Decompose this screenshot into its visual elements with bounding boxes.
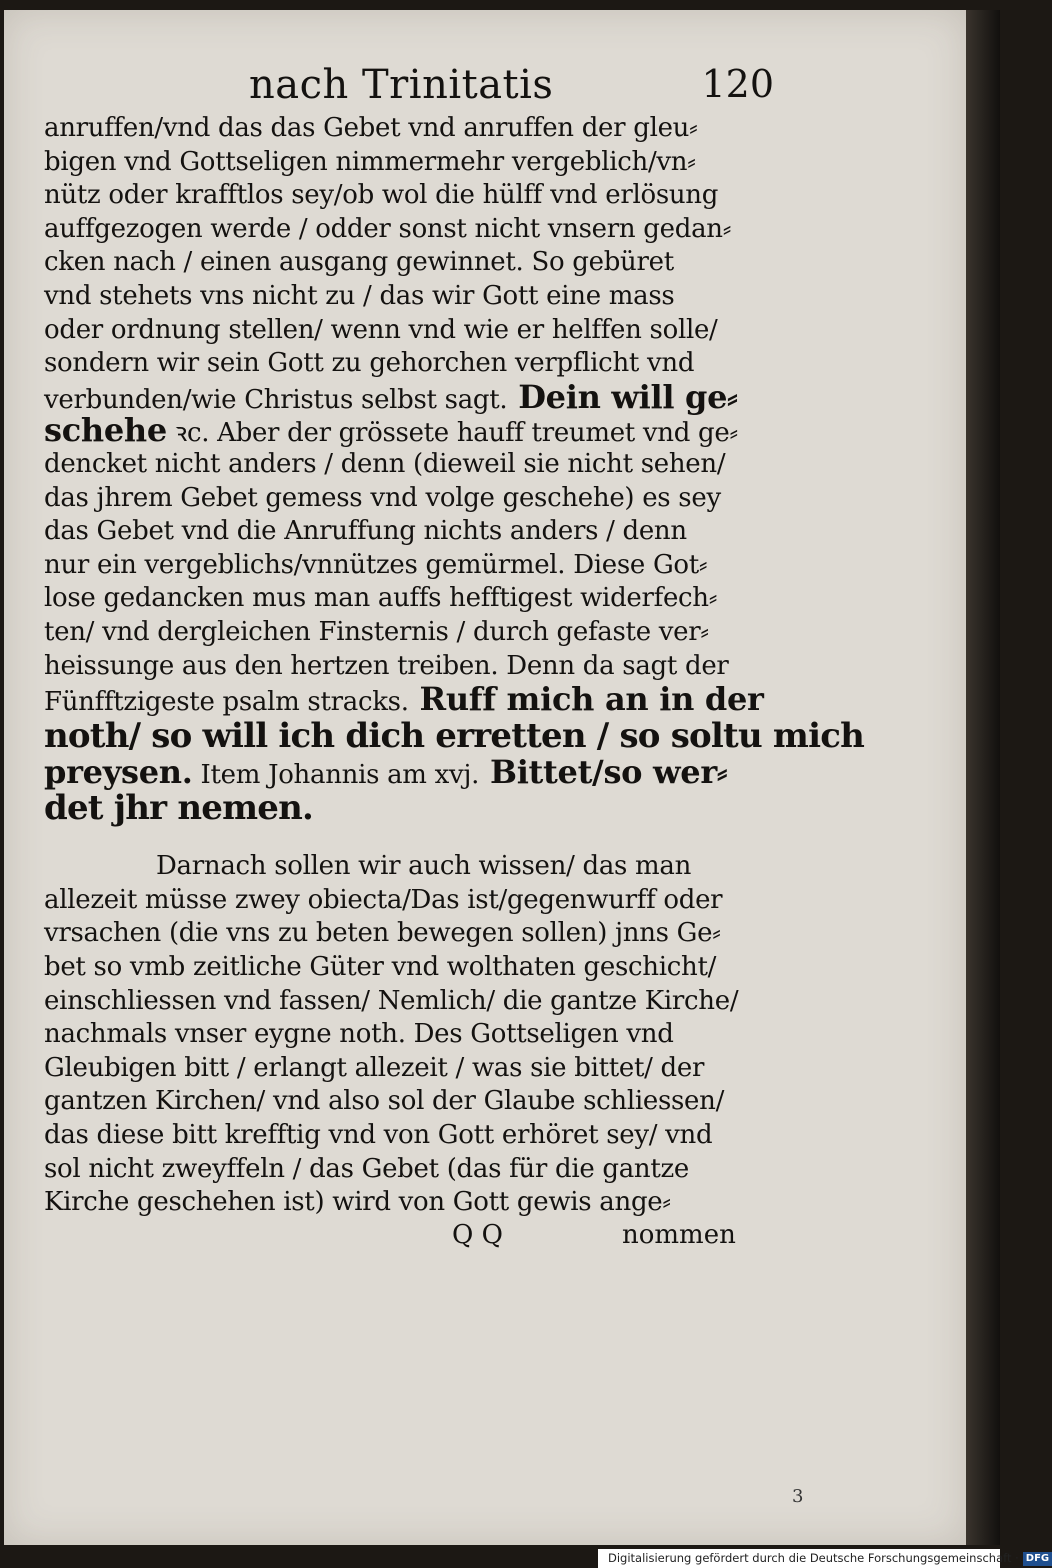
catchword: nommen xyxy=(622,1219,736,1250)
line-text: ꝛc. Aber der grössete hauff treumet vnd ge⸗ xyxy=(166,418,738,449)
line-text: bigen vnd Gottseligen nimmermehr vergeblich/vn⸗ xyxy=(44,146,696,177)
catch-line xyxy=(44,1220,774,1256)
line-text: anruffen/vnd das das Gebet vnd anruffen der gleu⸗ xyxy=(44,113,698,143)
line-text: einschliessen vnd fassen/ Nemlich/ die gantze Kirche/ xyxy=(44,985,739,1016)
text-block xyxy=(44,62,865,1256)
line-text: auffgezogen werde / odder sonst nicht vnsern gedan⸗ xyxy=(44,213,732,244)
text-line xyxy=(44,280,774,314)
line-text: ten/ vnd dergleichen Finsternis / durch gefaste ver⸗ xyxy=(44,616,709,647)
text-line xyxy=(44,1052,774,1086)
line-text: das Gebet vnd die Anruffung nichts anders / denn xyxy=(44,516,687,547)
line-text: Gleubigen bitt / erlangt allezeit / was sie bittet/ der xyxy=(44,1052,705,1083)
line-text: das diese bitt krefftig vnd von Gott erhöret sey/ vnd xyxy=(44,1120,713,1151)
line-text: gantzen Kirchen/ vnd also sol der Glaube schliessen/ xyxy=(44,1086,725,1117)
dfg-logo-icon: DFG xyxy=(1023,1552,1052,1566)
text-line xyxy=(44,582,774,616)
line-text: det jhr nemen. xyxy=(44,788,314,829)
text-line xyxy=(44,1186,774,1220)
line-text: vnd stehets vns nicht zu / das wir Gott eine mass xyxy=(44,280,675,311)
text-line xyxy=(44,246,774,280)
text-line xyxy=(44,789,774,828)
paragraphs xyxy=(44,112,865,1220)
line-text: lose gedancken mus man auffs hefftigest widerfech⸗ xyxy=(44,583,718,614)
text-line xyxy=(44,850,774,884)
line-text: Item Johannis am xvj. xyxy=(192,759,480,790)
text-line xyxy=(44,752,774,791)
page-edge xyxy=(966,10,1000,1545)
line-text: Fünfftzigeste psalm stracks. xyxy=(44,687,409,718)
line-text: nachmals vnser eygne noth. Des Gottseligen vnd xyxy=(44,1019,674,1050)
text-line xyxy=(44,213,774,247)
text-line xyxy=(44,1018,774,1052)
text-line xyxy=(44,377,774,416)
line-text: allezeit müsse zwey obiecta/Das ist/gegenwurff oder xyxy=(44,884,723,915)
text-line xyxy=(44,884,774,918)
line-text: vrsachen (die vns zu beten bewegen sollen) jnns Ge⸗ xyxy=(44,918,721,949)
emphasized-text: Ruff mich an in der xyxy=(408,680,764,719)
folio-number: 120 xyxy=(701,62,774,106)
line-text: Kirche geschehen ist) wird von Gott gewis ange⸗ xyxy=(44,1187,671,1218)
bottom-mark: 3 xyxy=(792,1486,804,1507)
line-text: verbunden/wie Christus selbst sagt. xyxy=(44,384,508,415)
text-line xyxy=(44,482,774,516)
digitization-footer xyxy=(598,1549,1050,1568)
emphasized-text: Bittet/so wer⸗ xyxy=(479,752,728,791)
text-line xyxy=(44,179,774,213)
line-text: oder ordnung stellen/ wenn vnd wie er helffen solle/ xyxy=(44,314,718,345)
text-line xyxy=(44,549,774,583)
signature-mark: Q Q xyxy=(452,1219,503,1250)
text-line xyxy=(44,985,774,1019)
text-line xyxy=(44,112,774,146)
line-text: sol nicht zweyffeln / das Gebet (das für die gantze xyxy=(44,1153,690,1184)
line-text: Darnach sollen wir auch wissen/ das man xyxy=(156,851,692,882)
text-line xyxy=(44,616,774,650)
line-text: nütz oder krafftlos sey/ob wol die hülff vnd erlösung xyxy=(44,180,719,211)
running-title: nach Trinitatis xyxy=(249,62,554,108)
footer-text: Digitalisierung gefördert durch die Deutsche Forschungsgemeinschaft · xyxy=(608,1551,1019,1565)
paragraph xyxy=(44,850,774,1220)
text-line xyxy=(44,347,774,381)
text-line xyxy=(44,314,774,348)
running-head xyxy=(44,62,774,112)
line-text: sondern wir sein Gott zu gehorchen verpflicht vnd xyxy=(44,348,695,379)
line-text: nur ein vergeblichs/vnnützes gemürmel. Diese Got⸗ xyxy=(44,549,708,580)
text-line xyxy=(44,917,774,951)
line-text: cken nach / einen ausgang gewinnet. So gebüret xyxy=(44,247,674,278)
text-line xyxy=(44,680,774,719)
emphasized-text: schehe xyxy=(44,411,167,450)
text-line xyxy=(44,1153,774,1187)
text-line xyxy=(44,411,774,450)
line-text: bet so vmb zeitliche Güter vnd wolthaten geschicht/ xyxy=(44,952,717,983)
paragraph xyxy=(44,112,865,829)
text-line xyxy=(44,515,774,549)
line-text: das jhrem Gebet gemess vnd volge geschehe) es sey xyxy=(44,482,721,513)
text-line xyxy=(44,448,774,482)
emphasized-text: Dein will ge⸗ xyxy=(507,377,738,416)
paragraph-gap xyxy=(44,828,774,850)
text-line xyxy=(44,650,774,684)
line-text: heissunge aus den hertzen treiben. Denn da sagt der xyxy=(44,650,729,681)
line-text: dencket nicht anders / denn (dieweil sie nicht sehen/ xyxy=(44,448,726,479)
text-line xyxy=(44,1119,774,1153)
text-line xyxy=(44,951,774,985)
emphasized-text: preysen. xyxy=(44,752,193,791)
line-text: noth/ so will ich dich erretten / so soltu mich xyxy=(44,715,865,756)
text-line xyxy=(44,146,774,180)
text-line xyxy=(44,715,865,756)
text-line xyxy=(44,1085,774,1119)
